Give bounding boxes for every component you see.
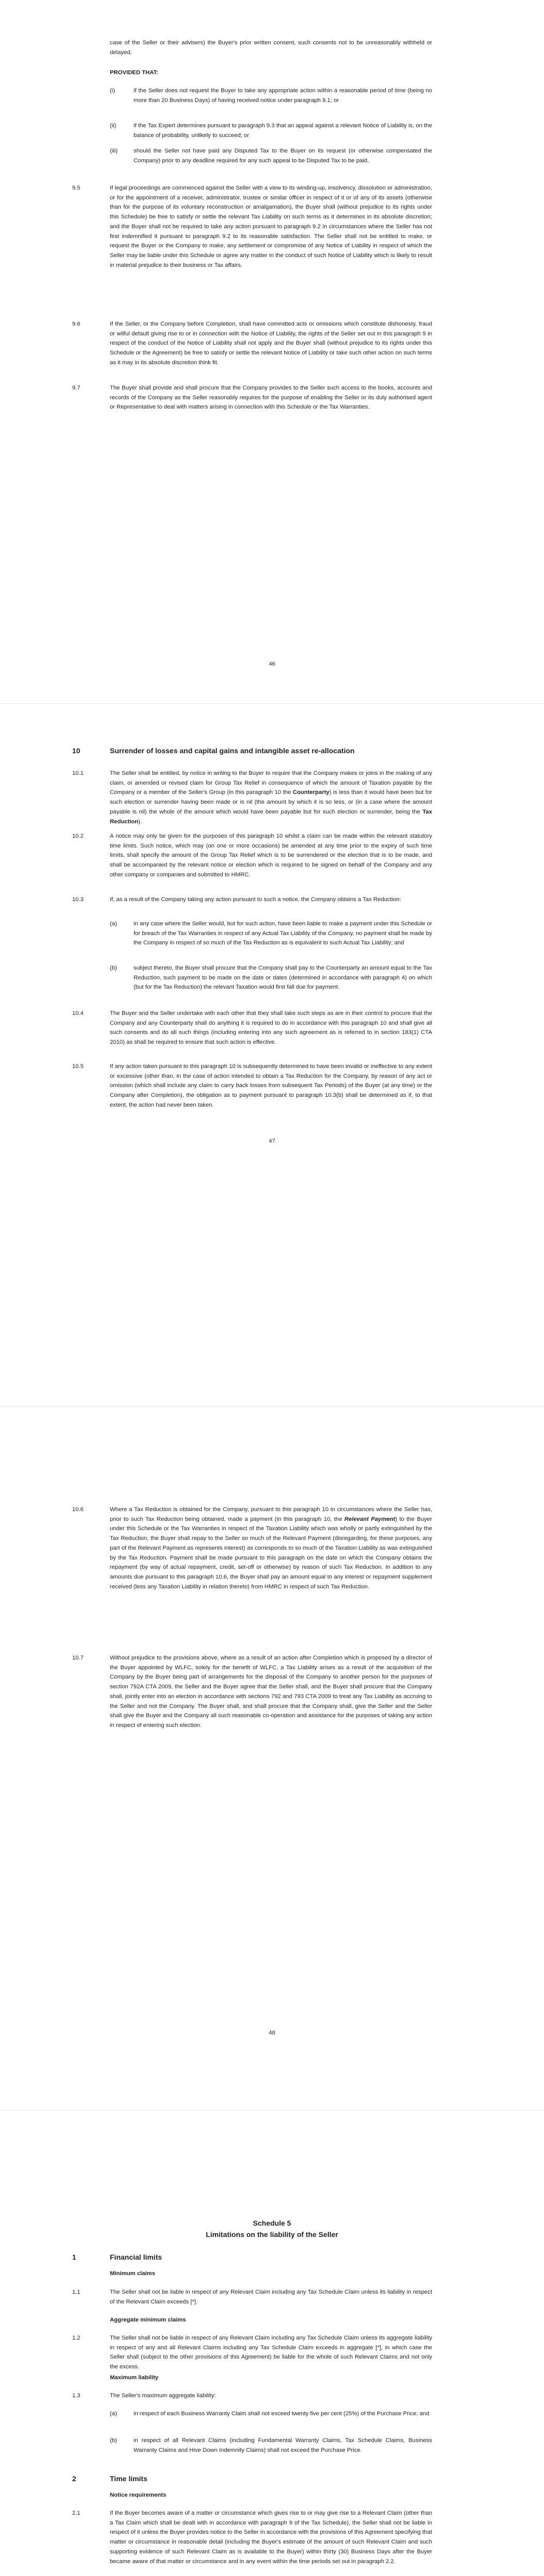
item-ii-text: if the Tax Expert determines pursuant to paragraph 9.3 that an appeal against a relevant Notice of Liability is, on the balance of probability, unlikely to succeed; or (134, 123, 432, 139)
item-ii-number: (ii) (110, 123, 117, 129)
para-10-6-text (110, 1505, 432, 1591)
para-10-1-part-a: The Seller shall be entitled, by notice in writing to the Buyer to require that the Company makes or joins in the making of any claim, or amended or revised claim for Group Tax Relief in consequence of which the amount of Taxation payable by the Company or a member of the Seller's Group (in this paragraph 10 the (110, 770, 432, 796)
item-i-text: if the Seller does not request the Buyer to take any appropriate action within a reasonable period of time (being no more than 20 Business Days) of having received notice under paragraph 9.1; or (134, 88, 432, 104)
para-2-1-number: 2.1 (72, 2510, 80, 2516)
para-1-2-number: 1.2 (72, 2335, 80, 2341)
para-1-1-number: 1.1 (72, 2289, 80, 2295)
relevant-payment-term: Relevant Payment (344, 1516, 395, 1522)
para-10-1-part-c: ). (138, 818, 142, 825)
para-1-3-b-number: (b) (110, 2437, 117, 2444)
item-i-number: (i) (110, 88, 116, 94)
para-1-3-text: The Seller's maximum aggregate liability: (110, 2393, 216, 2399)
para-10-3-text: If, as a result of the Company taking any action pursuant to such a notice, the Company obtains a Tax Reduction: (110, 896, 401, 903)
para-9-6-number: 9.6 (72, 321, 80, 327)
para-9-6-text: If the Seller, or the Company before Completion, shall have committed acts or omissions which constitute dishonesty, fraud or wilful default giving rise to or in connection with the Notice of Liability, the rights of the Seller set out in this paragraph 9 in respect of the conduct of the Notice of Liability shall not apply and the Buyer shall (without prejudice to its rights under this Schedule or the Agreement) be free to satisfy or settle the relevant Notice of Liability or take such other action on such terms as it may in its absolute discretion think fit. (110, 321, 432, 366)
counterparty-term: Counterparty (292, 789, 329, 796)
continuation-text: case of the Seller or their advisers) the Buyer's prior written consent, such consents not to be unreasonably withheld or delayed, (110, 40, 432, 56)
section-10-number: 10 (72, 747, 80, 755)
schedule-subtitle: Limitations on the liability of the Seller (206, 2230, 338, 2239)
page-49 (0, 2110, 544, 2576)
section-1-heading: Financial limits (110, 2253, 162, 2261)
tax-reduction-term: Tax Reduction (110, 808, 432, 825)
item-iii-text: should the Seller not have paid any Disputed Tax to the Buyer on its request (or otherwise compensated the Company) prior to any deadline required for any such appeal to be Disputed Tax to be paid, (134, 148, 432, 164)
para-10-1-number: 10.1 (72, 770, 84, 776)
para-1-3-number: 1.3 (72, 2393, 80, 2399)
para-1-1-text: The Seller shall not be liable in respect of any Relevant Claim including any Tax Schedule Claim unless its liability in respect of the Relevant Claim exceeds [*]. (110, 2289, 432, 2305)
para-9-5-text: If legal proceedings are commenced against the Seller with a view to its winding-up, insolvency, dissolution or administration, or for the appointment of a receiver, administrator, trustee or similar officer in respect of it or of any of its assets (otherwise than for the purpose of its voluntary reconstruction or amalgamation), the Buyer shall (without prejudice to its rights under this Schedule) be free to satisfy or settle the relevant Tax Liability on such terms as it determines in its absolute discretion; and the Buyer shall not be required to take any action pursuant to paragraph 9.2 in circumstances where the Seller has not first indemnified it pursuant to paragraph 9.2 to its reasonable satisfaction. The Seller shall not be entitled to make, or request the Buyer or the Company to make, any settlement or compromise of any Notice of Liability in respect of which the Seller may be liable under this Schedule or agree any matter in the conduct of such Notice of Liability which is likely to result in material prejudice to their business or Tax affairs. (110, 185, 432, 268)
provided-that-heading: PROVIDED THAT: (110, 70, 158, 76)
para-1-2-text: The Seller shall not be liable in respect of any Relevant Claim including any Tax Schedule Claim unless its aggregate liability in respect of any and all Relevant Claims including any Tax Schedule Claim exceeds in aggregate [*], in which case the Seller shall (subject to the other provisions of this Agreement) be liable for the whole of such Relevant Claims and not only the excess. (110, 2335, 432, 2370)
schedule-title: Schedule 5 (253, 2219, 291, 2227)
notice-requirements-subheading: Notice requirements (110, 2492, 167, 2498)
para-10-3-b-number: (b) (110, 965, 117, 971)
section-1-number: 1 (72, 2253, 76, 2261)
para-10-3-a-text: in any case where the Seller would, but for such action, have been liable to make a payment under this Schedule or for breach of the Tax Warranties in respect of any Actual Tax Liability of the Company, no payment shall be made by the Company in respect of so much of the Tax Reduction as is equivalent to such Actual Tax Liability; and (134, 921, 432, 946)
para-10-5-number: 10.5 (72, 1063, 84, 1070)
section-2-number: 2 (72, 2475, 76, 2483)
para-9-5-number: 9.5 (72, 185, 80, 191)
aggregate-minimum-claims-subheading: Aggregate minimum claims (110, 2317, 186, 2323)
para-10-1-part-b: ) is less than it would have been but for such election or surrender having been made or is nil (the amount by which it is so less, or (in a case where the amount payable is nil) the whole of the amount which would have been payable but for such election or surrender, being the (110, 789, 432, 815)
para-1-3-a-text: in respect of each Business Warranty Claim shall not exceed twenty five per cent (25%) of the Purchase Price; and (134, 2411, 430, 2417)
page-number: 47 (269, 1138, 275, 1144)
page-number: 48 (269, 2030, 275, 2036)
item-iii-number: (iii) (110, 148, 118, 154)
page-48 (0, 1407, 544, 2110)
minimum-claims-subheading: Minimum claims (110, 2270, 155, 2277)
para-10-3-number: 10.3 (72, 896, 84, 903)
para-10-2-number: 10.2 (72, 833, 84, 839)
maximum-liability-subheading: Maximum liability (110, 2375, 159, 2381)
para-1-3-a-number: (a) (110, 2411, 117, 2417)
para-10-1-text (110, 769, 432, 826)
para-10-3-a-number: (a) (110, 921, 117, 927)
para-10-4-text: The Buyer and the Seller undertake with each other that they shall take such steps as are in their control to procure that the Company and any Counterparty shall do anything it is required to do in accordance with this paragraph 10 and shall give all such consents and do all such things (including entering into any such agreement as is referred to in section 183(1) CTA 2010) as shall be required to ensure that such action is effective. (110, 1010, 432, 1046)
para-9-7-text: The Buyer shall provide and shall procure that the Company provides to the Seller such access to the books, accounts and records of the Company as the Seller reasonably requires for the purpose of enabling the Seller or its duly authorised agent or Representative to deal with matters arising in connection with this Schedule or the Tax Warranties. (110, 385, 432, 411)
para-10-5-text: If any action taken pursuant to this paragraph 10 is subsequently determined to have been invalid or ineffective to any extent or excessive (other than, in the case of action intended to obtain a Tax Reduction for the Company, by reason of any act or omission (which shall include any claim to carry back losses from subsequent Tax Periods) of the Buyer (at any time) or the Company after Completion), the obligation as to payment pursuant to paragraph 10.3(b) shall be determined as if, to that extent, the action had never been taken. (110, 1063, 432, 1108)
para-1-3-b-text: in respect of all Relevant Claims (including Fundamental Warranty Claims, Tax Schedule Claims, Business Warranty Claims and Hive Down Indemnity Claims) shall not exceed the Purchase Price. (134, 2437, 432, 2453)
para-10-6-part-a: Where a Tax Reduction is obtained for the Company, pursuant to this paragraph 10 in circumstances where the Seller has, prior to such Tax Reduction being obtained, made a payment (in this paragraph 10, the (110, 1506, 432, 1522)
para-9-7-number: 9.7 (72, 385, 80, 391)
para-2-1-text: If the Buyer becomes aware of a matter or circumstance which gives rise to or may give rise to a Relevant Claim (other than a Tax Claim which shall be dealt with in accordance with paragraph 9 of the Tax Schedule), the Seller shall not be liable in respect of it unless the Buyer provides notice to the Seller in accordance with the provisions of this Agreement specifying that matter or circumstance in reasonable detail (including the Buyer's estimate of the amount of such Relevant Claim and such supporting evidence of such Relevant Claim as is available to the Buyer) within thirty (30) Business Days after the Buyer became aware of that matter or circumstance and in any event within the time periods set out in paragraph 2.2. (110, 2510, 432, 2565)
section-10-heading: Surrender of losses and capital gains and intangible asset re-allocation (110, 747, 355, 755)
para-10-4-number: 10.4 (72, 1010, 84, 1016)
para-10-3-b-text: subject thereto, the Buyer shall procure that the Company shall pay to the Counterparty an amount equal to the Tax Reduction, such payment to be made on the date or dates (determined in accordance with paragraph 4) on which (but for the Tax Reduction) the relevant Taxation would first fall due for payment. (134, 965, 432, 991)
page-number: 46 (269, 661, 275, 667)
para-10-2-text: A notice may only be given for the purposes of this paragraph 10 whilst a claim can be made within the relevant statutory time limits. Such notice, which may (on one or more occasions) be amended at any time prior to the expiry of such time limits, shall specify the amount of the Group Tax Relief which is to be surrendered or the election that is to be made, and shall be accompanied by the relevant notice or election which is required to be signed on behalf of the Company and any other company or companies and submitted to HMRC. (110, 833, 432, 878)
para-10-7-text: Without prejudice to the provisions above, where as a result of an action after Completion which is proposed by a director of the Buyer appointed by WLFC, solely for the benefit of WLFC, a Tax Liability arises as a result of the acquisition of the Company by the Buyer being part of arrangements for the disposal of the Company to another person for the purposes of section 792A CTA 2009, the Seller and the Buyer agree that the Seller shall, and the Buyer shall procure that the Company shall, jointly enter into an election in accordance with sections 792 and 793 CTA 2009 to treat any Tax Liability as accruing to the Seller and not the Company. The Buyer shall, and shall procure that the Company shall, give the Seller and the Seller shall give the Buyer and the Company all such reasonable co-operation and assistance for the purposes of taking any action in respect of entering such election. (110, 1655, 432, 1728)
para-10-7-number: 10.7 (72, 1655, 84, 1661)
page-46 (0, 0, 544, 701)
para-10-6-number: 10.6 (72, 1506, 84, 1513)
para-10-6-part-b: ) to the Buyer under this Schedule or the Tax Warranties in respect of the Taxation Liability which was wholly or partly extinguished by the Tax Reduction, the Buyer shall repay to the Seller so much of the Relevant Payment (disregarding, for these purposes, any part of the Relevant Payment as represents interest) as corresponds to so much of the Taxation Liability as was extinguished by the Tax Reduction. Payment shall be made pursuant to this paragraph on the date on which the Company obtains the repayment (by way of actual repayment, credit, set-off or otherwise) by reason of such Tax Reduction. In addition to any amounts due pursuant to this paragraph 10.6, the Buyer shall pay an amount equal to any interest or repayment supplement received (less any Taxation Liability in relation thereto) from HMRC in respect of such Tax Reduction. (110, 1516, 432, 1590)
page-47 (0, 704, 544, 1406)
section-2-heading: Time limits (110, 2475, 147, 2483)
